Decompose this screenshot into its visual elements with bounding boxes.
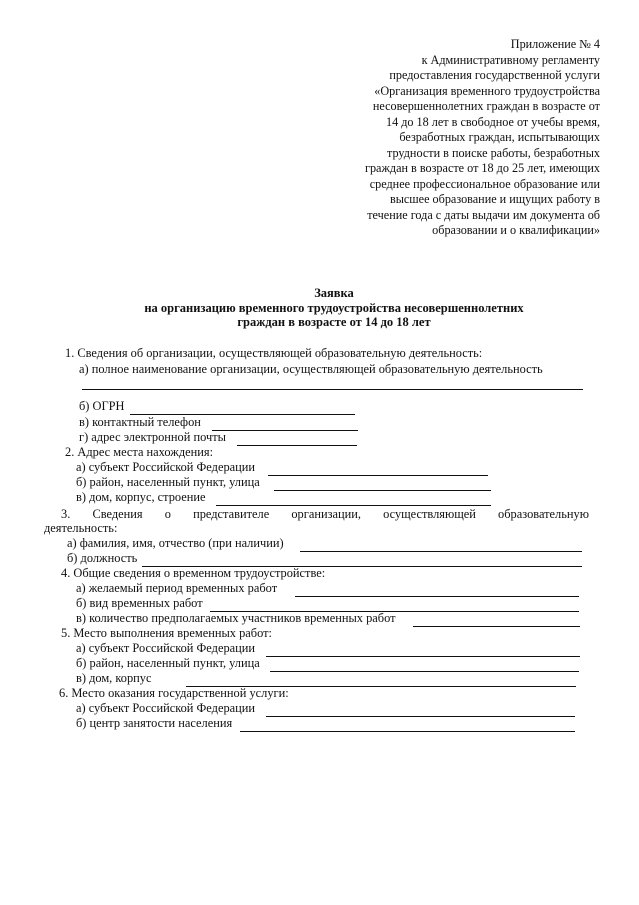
org-region-field[interactable] bbox=[268, 475, 488, 476]
section-4v-label: в) количество предполагаемых участников временных работ bbox=[76, 611, 396, 625]
section-2b-label: б) район, населенный пункт, улица bbox=[76, 475, 260, 489]
section-3-word: осуществляющей bbox=[383, 507, 476, 521]
section-2a-label: а) субъект Российской Федерации bbox=[76, 460, 256, 474]
section-3-heading bbox=[61, 507, 589, 522]
section-3-word: представителе bbox=[193, 507, 270, 521]
appendix-line: несовершеннолетних граждан в возрасте от bbox=[372, 99, 600, 113]
section-2-heading: 2. Адрес места нахождения: bbox=[65, 445, 214, 459]
title-line-2: на организацию временного трудоустройства несовершеннолетних bbox=[144, 300, 524, 315]
section-2v-label: в) дом, корпус, строение bbox=[76, 490, 206, 504]
section-4-heading: 4. Общие сведения о временном трудоустройстве: bbox=[61, 566, 326, 580]
section-3-heading-continuation: деятельность: bbox=[44, 521, 118, 535]
appendix-line: 14 до 18 лет в свободное от учебы время, bbox=[385, 114, 600, 129]
appendix-line: образовании и о квалификации» bbox=[432, 223, 600, 237]
contact-phone-field[interactable] bbox=[212, 430, 358, 431]
appendix-line: предоставления государственной услуги bbox=[389, 68, 600, 82]
section-6-heading: 6. Место оказания государственной услуги: bbox=[59, 686, 289, 700]
section-5a-label: а) субъект Российской Федерации bbox=[76, 641, 256, 655]
section-1v-label: в) контактный телефон bbox=[79, 415, 201, 429]
service-region-field[interactable] bbox=[266, 716, 575, 717]
work-region-field[interactable] bbox=[266, 656, 580, 657]
section-3-word: о bbox=[164, 507, 171, 521]
title-line-3: граждан в возрасте от 14 до 18 лет bbox=[237, 315, 431, 329]
appendix-line: течение года с даты выдачи им документа об bbox=[367, 207, 600, 222]
org-locality-street-field[interactable] bbox=[274, 490, 491, 491]
section-4a-label: а) желаемый период временных работ bbox=[76, 581, 278, 595]
appendix-header bbox=[300, 37, 600, 239]
section-6a-label: а) субъект Российской Федерации bbox=[76, 701, 256, 715]
appendix-line: трудности в поиске работы, безработных bbox=[386, 145, 600, 160]
participants-count-field[interactable] bbox=[413, 626, 580, 627]
appendix-line: безработных граждан, испытывающих bbox=[399, 130, 600, 144]
section-5b-label: б) район, населенный пункт, улица bbox=[76, 656, 260, 670]
appendix-line: граждан в возрасте от 18 до 25 лет, имеющих bbox=[364, 161, 600, 175]
document-title bbox=[84, 286, 584, 330]
section-1a-label: а) полное наименование организации, осуществляющей образовательную деятельность bbox=[79, 362, 543, 376]
section-3-word: организации, bbox=[291, 507, 361, 521]
work-locality-street-field[interactable] bbox=[270, 671, 579, 672]
appendix-line: среднее профессиональное образование или bbox=[369, 176, 600, 191]
section-5v-label: в) дом, корпус bbox=[76, 671, 152, 685]
work-period-field[interactable] bbox=[295, 596, 579, 597]
appendix-line: к Административному регламенту bbox=[421, 52, 600, 67]
section-6b-label: б) центр занятости населения bbox=[76, 716, 233, 730]
employment-center-field[interactable] bbox=[240, 731, 575, 732]
appendix-line: Приложение № 4 bbox=[510, 37, 600, 51]
section-3-word: образовательную bbox=[498, 507, 589, 521]
representative-name-field[interactable] bbox=[300, 551, 582, 552]
section-4b-label: б) вид временных работ bbox=[76, 596, 203, 610]
appendix-line: высшее образование и ищущих работу в bbox=[389, 192, 600, 206]
section-3-word: Сведения bbox=[92, 507, 143, 521]
section-1b-label: б) ОГРН bbox=[79, 399, 125, 413]
section-1-heading: 1. Сведения об организации, осуществляющей образовательную деятельность: bbox=[65, 346, 483, 360]
section-3a-label: а) фамилия, имя, отчество (при наличии) bbox=[67, 536, 284, 550]
org-full-name-field[interactable] bbox=[82, 389, 583, 390]
title-line-1: Заявка bbox=[314, 286, 354, 300]
section-1g-label: г) адрес электронной почты bbox=[79, 430, 226, 444]
section-5-heading: 5. Место выполнения временных работ: bbox=[61, 626, 272, 640]
appendix-line: «Организация временного трудоустройства bbox=[374, 83, 600, 98]
email-field[interactable] bbox=[237, 445, 357, 446]
section-3b-label: б) должность bbox=[67, 551, 138, 565]
org-building-field[interactable] bbox=[216, 505, 491, 506]
section-3-word: 3. bbox=[61, 507, 71, 521]
